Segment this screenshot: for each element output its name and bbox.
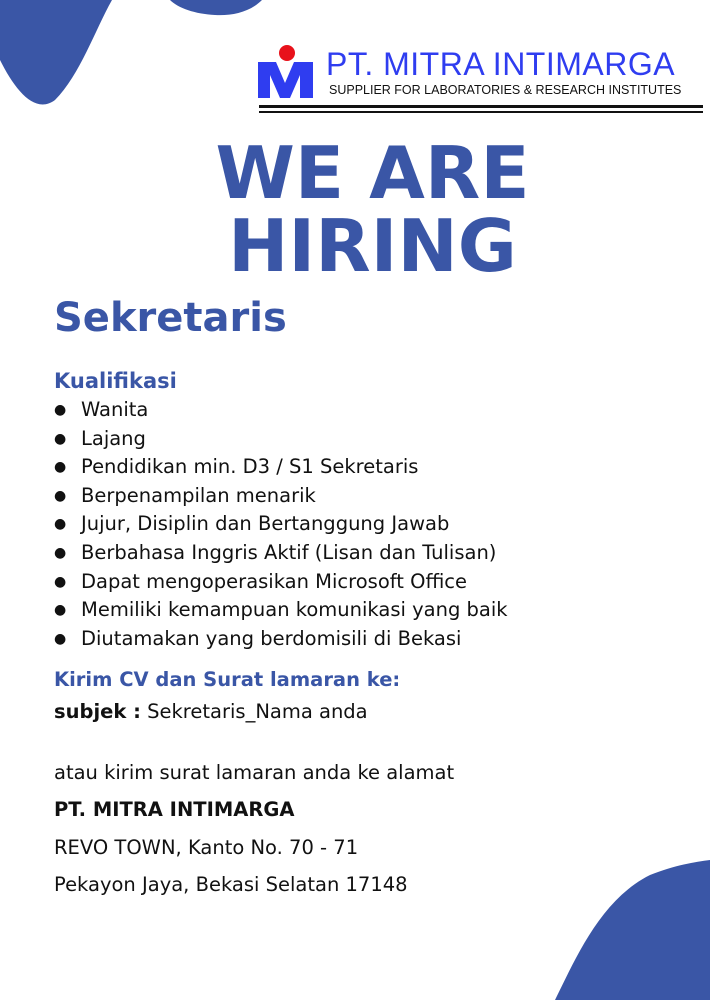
alt-instruction: atau kirim surat lamaran anda ke alamat bbox=[54, 761, 455, 784]
address-line2: Pekayon Jaya, Bekasi Selatan 17148 bbox=[54, 873, 408, 896]
headline-line2: HIRING bbox=[228, 204, 517, 288]
apply-heading: Kirim CV dan Surat lamaran ke: bbox=[54, 668, 401, 691]
list-item: ● Dapat mengoperasikan Microsoft Office bbox=[54, 569, 468, 593]
address-line1: REVO TOWN, Kanto No. 70 - 71 bbox=[54, 836, 359, 859]
list-item: ● Berpenampilan menarik bbox=[54, 483, 316, 507]
list-item: ● Wanita bbox=[54, 398, 149, 421]
top-blob bbox=[170, 0, 262, 15]
list-item: ● Jujur, Disiplin dan Bertanggung Jawab bbox=[54, 512, 450, 536]
list-item: ● Diutamakan yang berdomisili di Bekasi bbox=[54, 626, 462, 650]
list-item: ● Memiliki kemampuan komunikasi yang baik bbox=[54, 598, 508, 622]
headline-line1: WE ARE bbox=[215, 131, 530, 215]
list-item: ● Berbahasa Inggris Aktif (Lisan dan Tulisan) bbox=[54, 540, 497, 564]
subject-line: subjek : Sekretaris_Nama anda bbox=[54, 700, 368, 723]
address-company: PT. MITRA INTIMARGA bbox=[54, 798, 295, 821]
company-logo-title: PT. MITRA INTIMARGA bbox=[326, 46, 676, 82]
bottom-right-blob bbox=[555, 860, 710, 1000]
position-title: Sekretaris bbox=[54, 295, 287, 341]
company-logo-mark bbox=[258, 45, 313, 98]
list-item: ● Pendidikan min. D3 / S1 Sekretaris bbox=[54, 455, 419, 479]
qualifications-list bbox=[54, 396, 508, 653]
company-logo-tagline: SUPPLIER FOR LABORATORIES & RESEARCH INSTITUTES bbox=[329, 83, 682, 97]
qualifications-heading: Kualifikasi bbox=[54, 369, 177, 393]
logo-divider bbox=[259, 111, 703, 113]
list-item: ● Lajang bbox=[54, 426, 146, 450]
logo-divider bbox=[259, 105, 703, 108]
top-left-blob bbox=[0, 0, 112, 104]
